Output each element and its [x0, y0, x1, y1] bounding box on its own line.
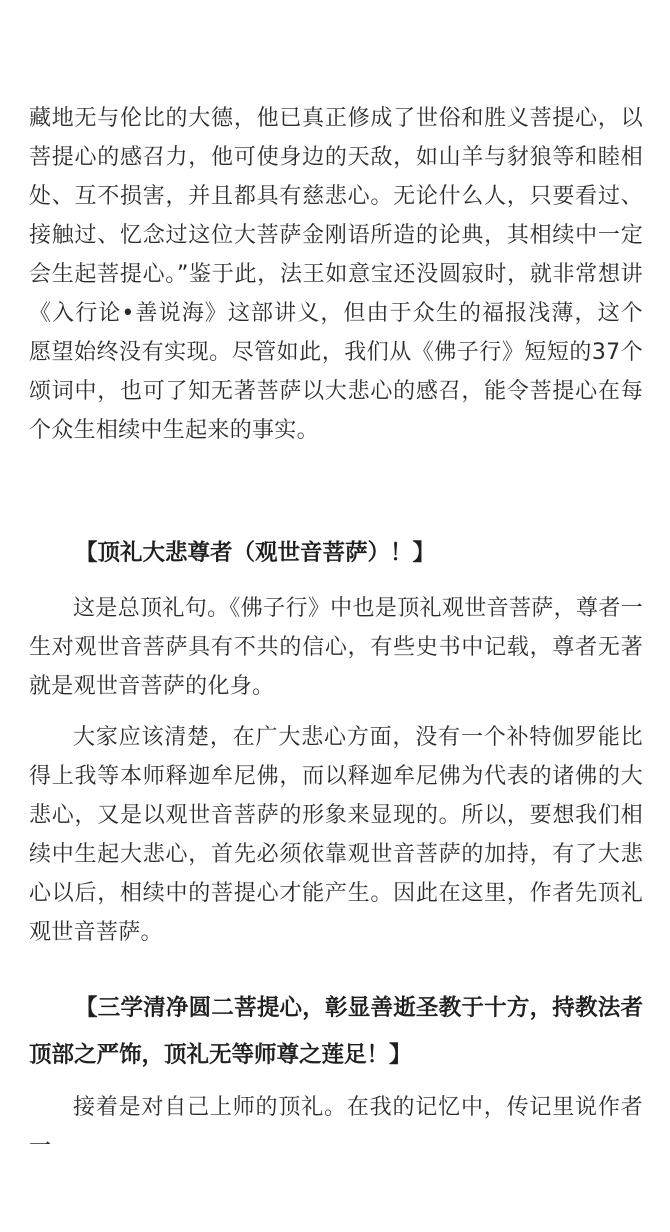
paragraph-homage-teacher: 接着是对自己上师的顶礼。在我的记忆中，传记里说作者一: [29, 1095, 643, 1159]
paragraph-general-homage: 这是总顶礼句。《佛子行》中也是顶礼观世音菩萨，尊者一生对观世音菩萨具有不共的信心，有些史书中记载，尊者无著就是观世音菩萨的化身。: [29, 596, 643, 699]
paragraph-great-compassion: 大家应该清楚，在广大悲心方面，没有一个补特伽罗能比得上我等本师释迦牟尼佛，而以释迦牟尼佛为代表的诸佛的大悲心，又是以观世音菩萨的形象来显现的。所以，要想我们相续中生起大悲心，首先必须依靠观世音菩萨的加持，有了大悲心以后，相续中的菩提心才能产生。因此在这里，作者先顶礼观世音菩萨。: [29, 725, 643, 945]
heading-homage-teacher: 【三学清净圆二菩提心，彰显善逝圣教于十方，持教法者顶部之严饰，顶礼无等师尊之莲足！】: [29, 995, 643, 1068]
paragraph-intro: 藏地无与伦比的大德，他已真正修成了世俗和胜义菩提心，以菩提心的感召力，他可使身边的天敌，如山羊与豺狼等和睦相处、互不损害，并且都具有慈悲心。无论什么人，只要看过、接触过、忆念过这位大菩萨金刚语所造的论典，其相续中一定会生起菩提心。”鉴于此，法王如意宝还没圆寂时，就非常想讲《入行论•善说海》这部讲义，但由于众生的福报浅薄，这个愿望始终没有实现。尽管如此，我们从《佛子行》短短的37个颂词中，也可了知无著菩萨以大悲心的感召，能令菩提心在每个众生相续中生起来的事实。: [29, 106, 643, 443]
heading-homage-avalokiteshvara: 【顶礼大悲尊者（观世音菩萨）！】: [75, 540, 436, 566]
